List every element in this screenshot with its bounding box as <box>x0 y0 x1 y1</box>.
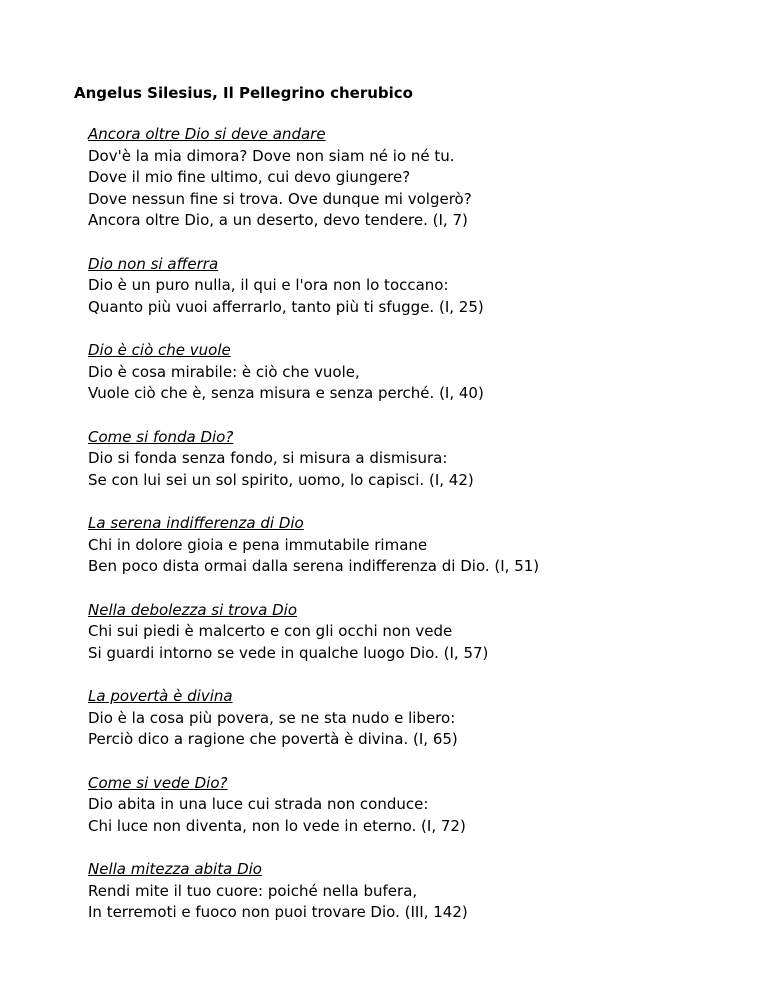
poem-title: Dio non si afferra <box>88 254 219 273</box>
poem-line: Chi in dolore gioia e pena immutabile rimane <box>88 535 428 554</box>
poem-block <box>88 859 748 924</box>
poem-line: Chi sui piedi è malcerto e con gli occhi non vede <box>88 622 453 640</box>
poem-block <box>88 254 748 319</box>
poem-title: Nella debolezza si trova Dio <box>88 600 298 619</box>
poem-block <box>88 124 748 232</box>
poem-line: Rendi mite il tuo cuore: poiché nella bufera, <box>88 881 418 900</box>
poem-line: Dove nessun fine si trova. Ove dunque mi volgerò? <box>88 189 472 208</box>
poem-title: Come si fonda Dio? <box>88 427 234 446</box>
poem-list <box>88 124 748 946</box>
poem-title: Dio è ciò che vuole <box>88 341 231 359</box>
poem-block <box>88 427 748 492</box>
poem-line: Dio si fonda senza fondo, si misura a dismisura: <box>88 449 448 467</box>
poem-line: Perciò dico a ragione che povertà è divina. (I, 65) <box>88 730 458 748</box>
poem-line: In terremoti e fuoco non puoi trovare Dio. (III, 142) <box>88 903 468 921</box>
poem-line: Si guardi intorno se vede in qualche luogo Dio. (I, 57) <box>88 643 489 662</box>
poem-block <box>88 686 748 751</box>
poem-line: Quanto più vuoi afferrarlo, tanto più ti sfugge. (I, 25) <box>88 297 484 316</box>
poem-block <box>88 513 748 578</box>
poem-title: La serena indifferenza di Dio <box>88 514 304 532</box>
poem-line: Dove il mio fine ultimo, cui devo giungere? <box>88 168 411 186</box>
poem-line: Dov'è la mia dimora? Dove non siam né io né tu. <box>88 146 455 165</box>
poem-line: Chi luce non diventa, non lo vede in eterno. (I, 72) <box>88 816 466 835</box>
poem-line: Dio è cosa mirabile: è ciò che vuole, <box>88 362 360 381</box>
poem-line: Dio abita in una luce cui strada non conduce: <box>88 795 429 813</box>
poem-line: Vuole ciò che è, senza misura e senza perché. (I, 40) <box>88 384 484 402</box>
poem-line: Se con lui sei un sol spirito, uomo, lo capisci. (I, 42) <box>88 470 474 489</box>
poem-line: Ben poco dista ormai dalla serena indifferenza di Dio. (I, 51) <box>88 557 540 575</box>
poem-title: Nella mitezza abita Dio <box>88 860 262 878</box>
poem-title: La povertà è divina <box>88 687 233 705</box>
poem-block <box>88 773 748 838</box>
document-title: Angelus Silesius, Il Pellegrino cherubico <box>74 84 413 102</box>
poem-block <box>88 340 748 405</box>
poem-line: Ancora oltre Dio, a un deserto, devo tendere. (I, 7) <box>88 211 468 229</box>
poem-line: Dio è la cosa più povera, se ne sta nudo e libero: <box>88 708 456 727</box>
poem-block <box>88 600 748 665</box>
poem-line: Dio è un puro nulla, il qui e l'ora non lo toccano: <box>88 276 449 294</box>
poem-title: Come si vede Dio? <box>88 773 228 792</box>
poem-title: Ancora oltre Dio si deve andare <box>88 125 326 143</box>
